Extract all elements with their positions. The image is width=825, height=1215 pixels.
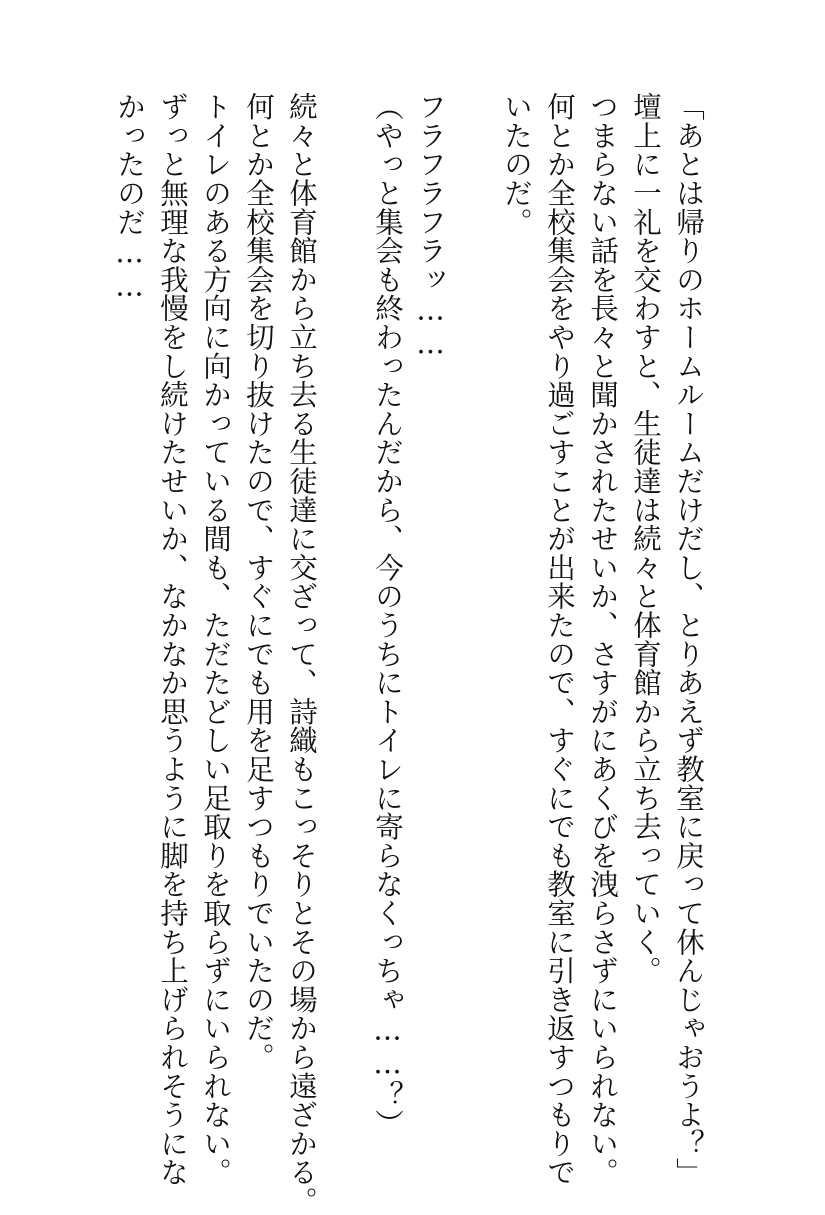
text-line: フラフラフラッ…… bbox=[414, 92, 447, 361]
text-line: 続々と体育館から立ち去る生徒達に交ざって、詩織もこっそりとその場から遠ざかる。 bbox=[285, 92, 318, 1215]
text-line: いたのだ。 bbox=[500, 92, 533, 236]
text-line: トイレのある方向に向かっている間も、ただたどしい足取りを取らずにいられない。 bbox=[199, 92, 232, 1187]
blank-line bbox=[455, 92, 491, 1102]
text-line: かったのだ…… bbox=[113, 92, 146, 303]
text-line: ずっと無理な我慢をし続けたせいか、なかなか思うように脚を持ち上げられそうにな bbox=[156, 92, 189, 1187]
blank-line bbox=[326, 92, 362, 1102]
text-line: つまらない話を長々と聞かされたせいか、さすがにあくびを洩らさずにいられない。 bbox=[586, 92, 619, 1187]
text-line: 何とか全校集会をやり過ごすことが出来たので、すぐにでも教室に引き返すつもりで bbox=[543, 92, 576, 1187]
text-line: 「あとは帰りのホームルームだけだし、とりあえず教室に戻って休んじゃおうよ？」 bbox=[672, 92, 705, 1187]
text-line: （やっと集会も終わったんだから、今のうちにトイレに寄らなくっちゃ……？） bbox=[371, 92, 404, 1138]
text-line: 何とか全校集会を切り抜けたので、すぐにでも用を足すつもりでいたのだ。 bbox=[242, 92, 275, 1072]
text-line: 壇上に一礼を交わすと、生徒達は続々と体育館から立ち去っていく。 bbox=[629, 92, 662, 985]
